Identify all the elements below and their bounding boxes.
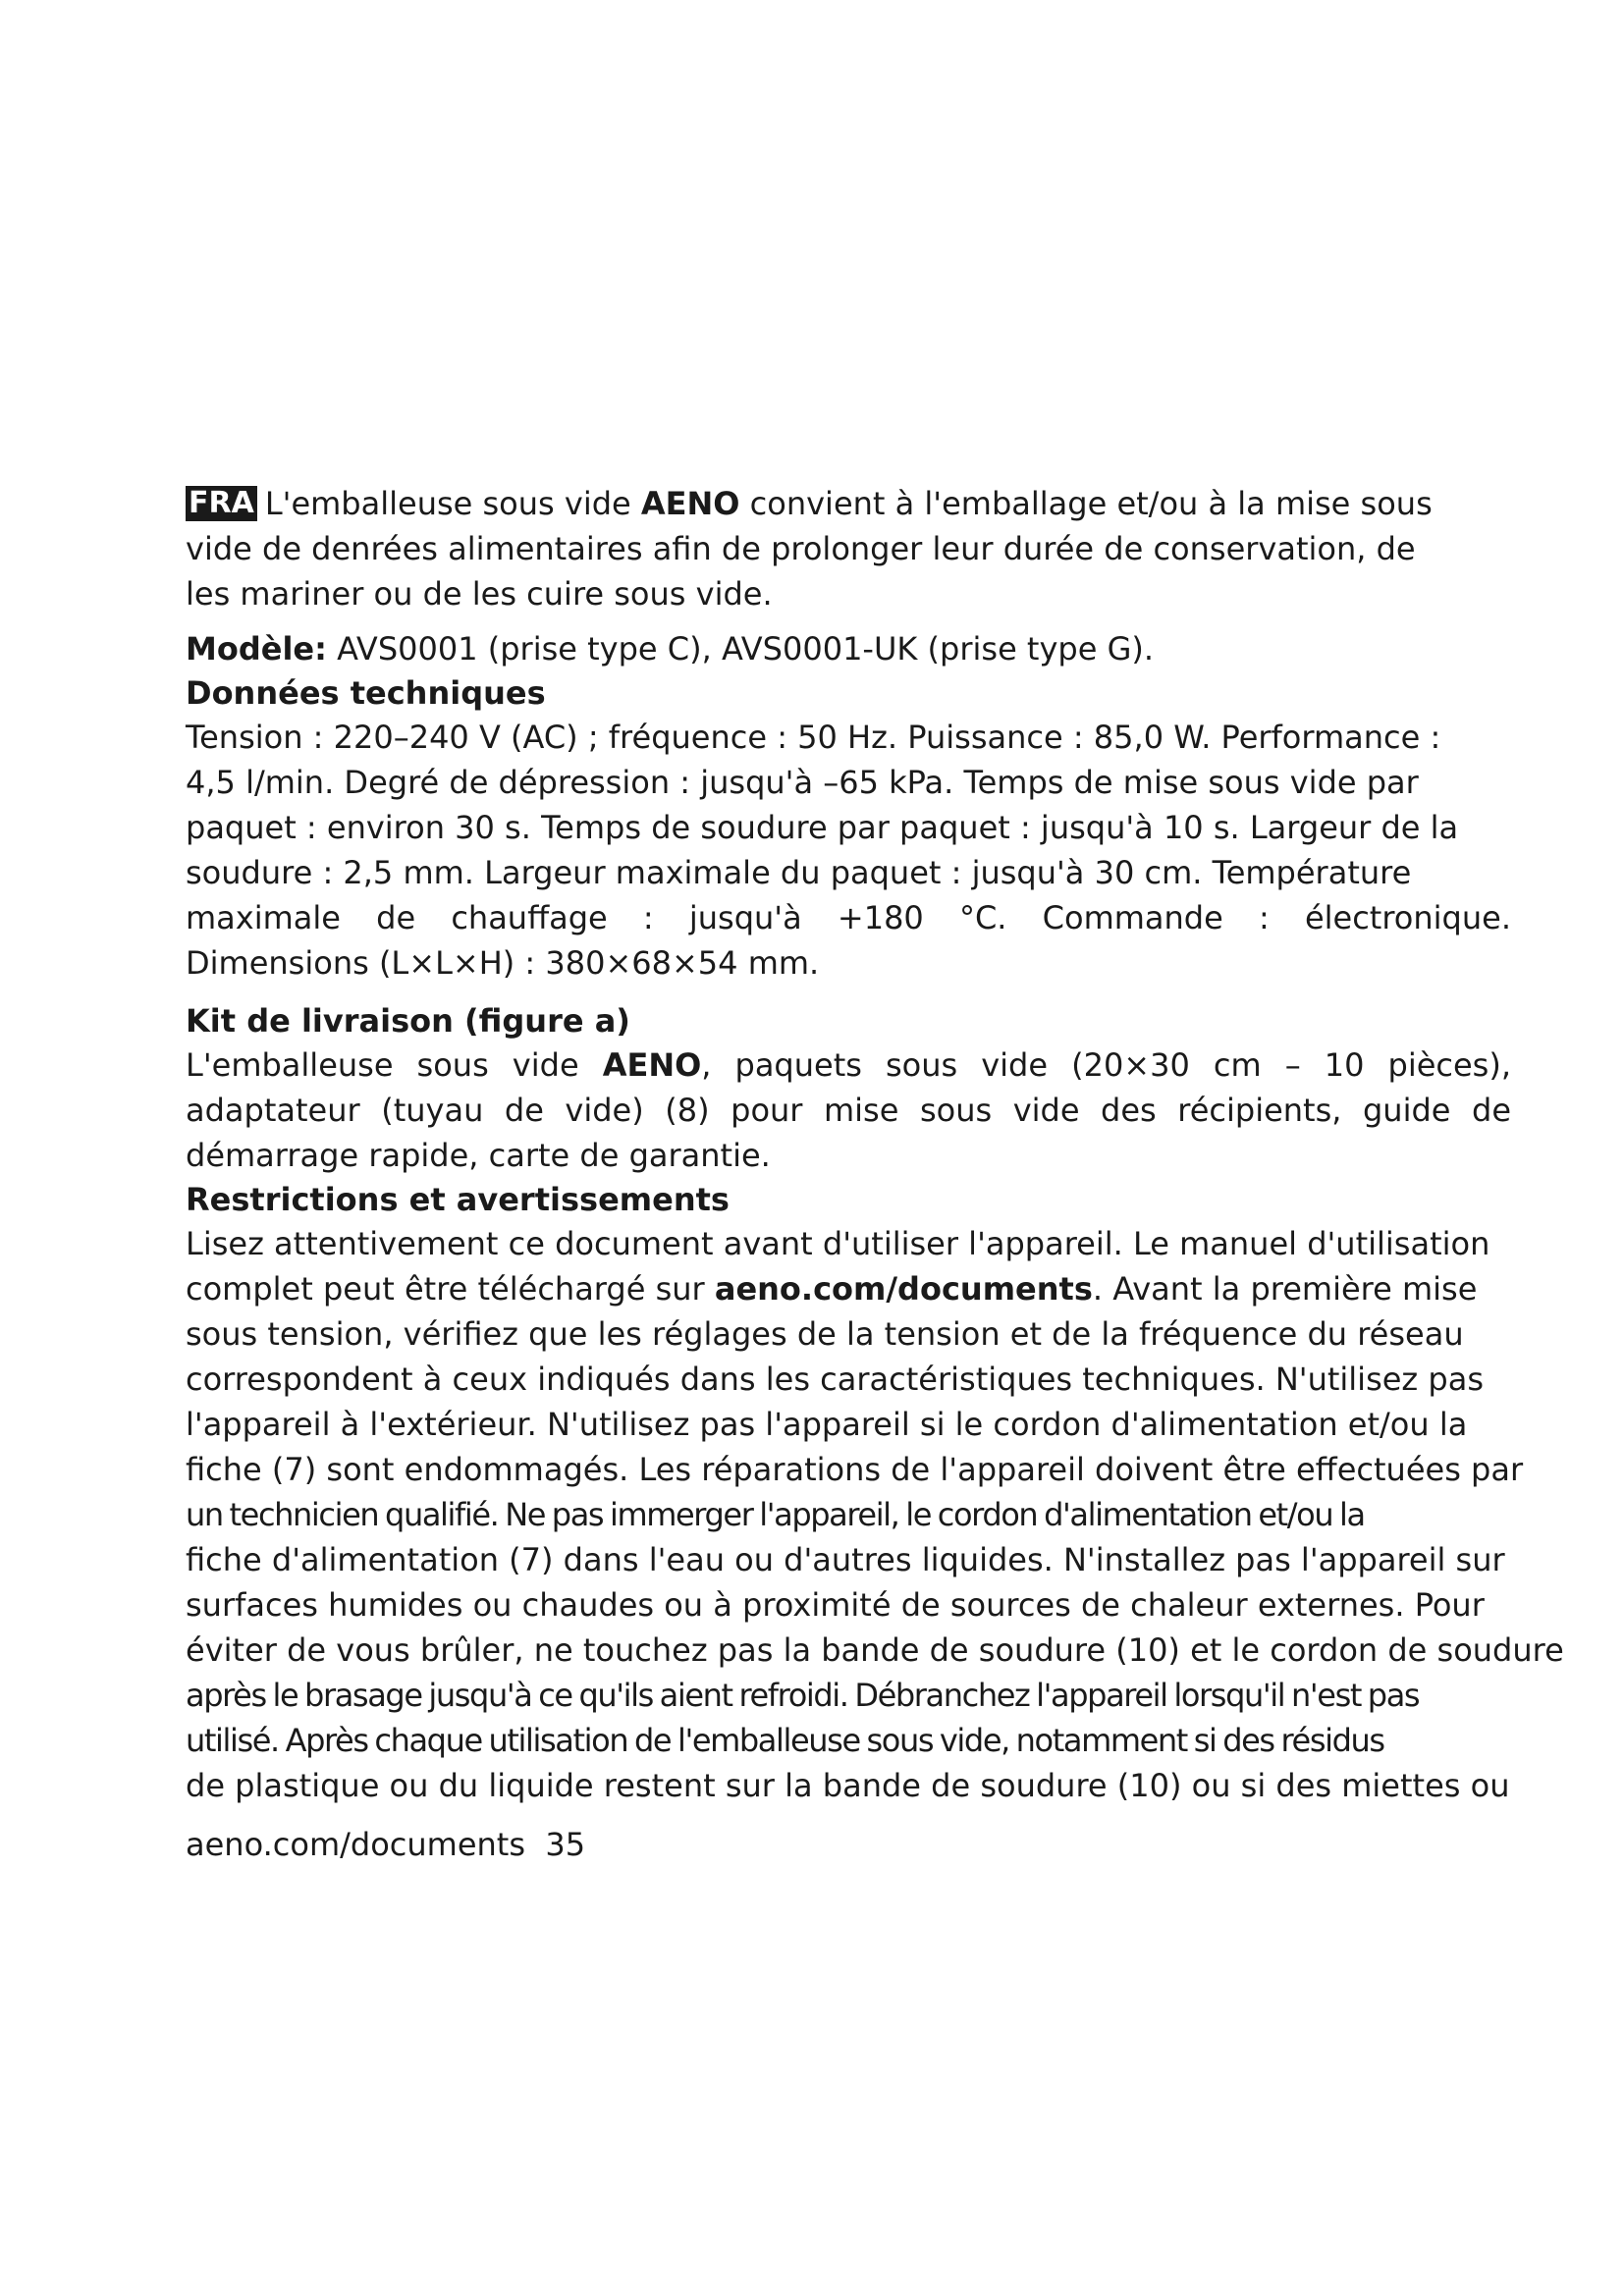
page-footer	[186, 1823, 585, 1866]
tech-line-3: paquet : environ 30 s. Temps de soudure par paquet : jusqu'à 10 s. Largeur de la	[186, 809, 1459, 846]
model-value: AVS0001 (prise type C), AVS0001-UK (prise type G).	[326, 630, 1155, 667]
kit-line-3: démarrage rapide, carte de garantie.	[186, 1137, 771, 1174]
kit-line-2: adaptateur (tuyau de vide) (8) pour mise sous vide des récipients, guide de	[186, 1092, 1511, 1129]
documents-link[interactable]: aeno.com/documents	[714, 1270, 1093, 1308]
footer-url[interactable]: aeno.com/documents	[186, 1826, 526, 1863]
restrictions-line-5: l'appareil à l'extérieur. N'utilisez pas l'appareil si le cordon d'alimentation et/ou la	[186, 1406, 1468, 1443]
tech-heading: Données techniques	[186, 674, 546, 712]
kit-brand-name: AENO	[602, 1046, 702, 1084]
tech-line-4: soudure : 2,5 mm. Largeur maximale du paquet : jusqu'à 30 cm. Température	[186, 854, 1412, 891]
brand-name: AENO	[640, 485, 740, 522]
restrictions-line-2: complet peut être téléchargé sur aeno.com/documents. Avant la première mise	[186, 1270, 1478, 1308]
restrictions-line-3: sous tension, vérifiez que les réglages de la tension et de la fréquence du réseau	[186, 1315, 1464, 1353]
tech-line-6: Dimensions (L×L×H) : 380×68×54 mm.	[186, 944, 820, 982]
tech-line-2: 4,5 l/min. Degré de dépression : jusqu'à –65 kPa. Temps de mise sous vide par	[186, 764, 1419, 801]
model-label: Modèle:	[186, 630, 327, 667]
tech-paragraph	[186, 715, 1511, 986]
intro-paragraph	[186, 481, 1511, 616]
tech-line-1: Tension : 220–240 V (AC) ; fréquence : 50 Hz. Puissance : 85,0 W. Performance :	[186, 719, 1441, 756]
intro-line-3: les mariner ou de les cuire sous vide.	[186, 575, 773, 613]
language-badge: FRA	[186, 486, 257, 521]
restrictions-line-6: fiche (7) sont endommagés. Les réparations de l'appareil doivent être effectuées par	[186, 1451, 1524, 1488]
kit-paragraph	[186, 1042, 1511, 1178]
model-line	[186, 626, 1511, 671]
restrictions-line-11: après le brasage jusqu'à ce qu'ils aient refroidi. Débranchez l'appareil lorsqu'il n'est pas	[186, 1677, 1420, 1714]
kit-heading: Kit de livraison (figure a)	[186, 1002, 630, 1040]
restrictions-line-7: un technicien qualifié. Ne pas immerger l'appareil, le cordon d'alimentation et/ou la	[186, 1496, 1365, 1533]
restrictions-line-4: correspondent à ceux indiqués dans les caractéristiques techniques. N'utilisez pas	[186, 1361, 1484, 1398]
restrictions-line-8: fiche d'alimentation (7) dans l'eau ou d'autres liquides. N'installez pas l'appareil sur	[186, 1541, 1505, 1578]
restrictions-line-12: utilisé. Après chaque utilisation de l'emballeuse sous vide, notamment si des résidus	[186, 1722, 1384, 1759]
restrictions-line-9: surfaces humides ou chaudes ou à proximité de sources de chaleur externes. Pour	[186, 1586, 1485, 1624]
kit-line-1: L'emballeuse sous vide AENO, paquets sous vide (20×30 cm – 10 pièces),	[186, 1046, 1512, 1084]
restrictions-line-10: éviter de vous brûler, ne touchez pas la bande de soudure (10) et le cordon de soudure	[186, 1631, 1564, 1669]
intro-line-1: FRA L'emballeuse sous vide AENO convient à l'emballage et/ou à la mise sous	[186, 481, 1511, 526]
page-number: 35	[545, 1826, 586, 1863]
document-body	[186, 481, 1564, 1808]
restrictions-line-13: de plastique ou du liquide restent sur la bande de soudure (10) ou si des miettes ou	[186, 1767, 1510, 1804]
restrictions-heading: Restrictions et avertissements	[186, 1181, 730, 1218]
restrictions-paragraph	[186, 1221, 1585, 1808]
restrictions-line-1: Lisez attentivement ce document avant d'utiliser l'appareil. Le manuel d'utilisation	[186, 1225, 1490, 1262]
intro-line-2: vide de denrées alimentaires afin de prolonger leur durée de conservation, de	[186, 530, 1416, 567]
tech-line-5: maximale de chauffage : jusqu'à +180 °C. Commande : électronique.	[186, 899, 1511, 936]
